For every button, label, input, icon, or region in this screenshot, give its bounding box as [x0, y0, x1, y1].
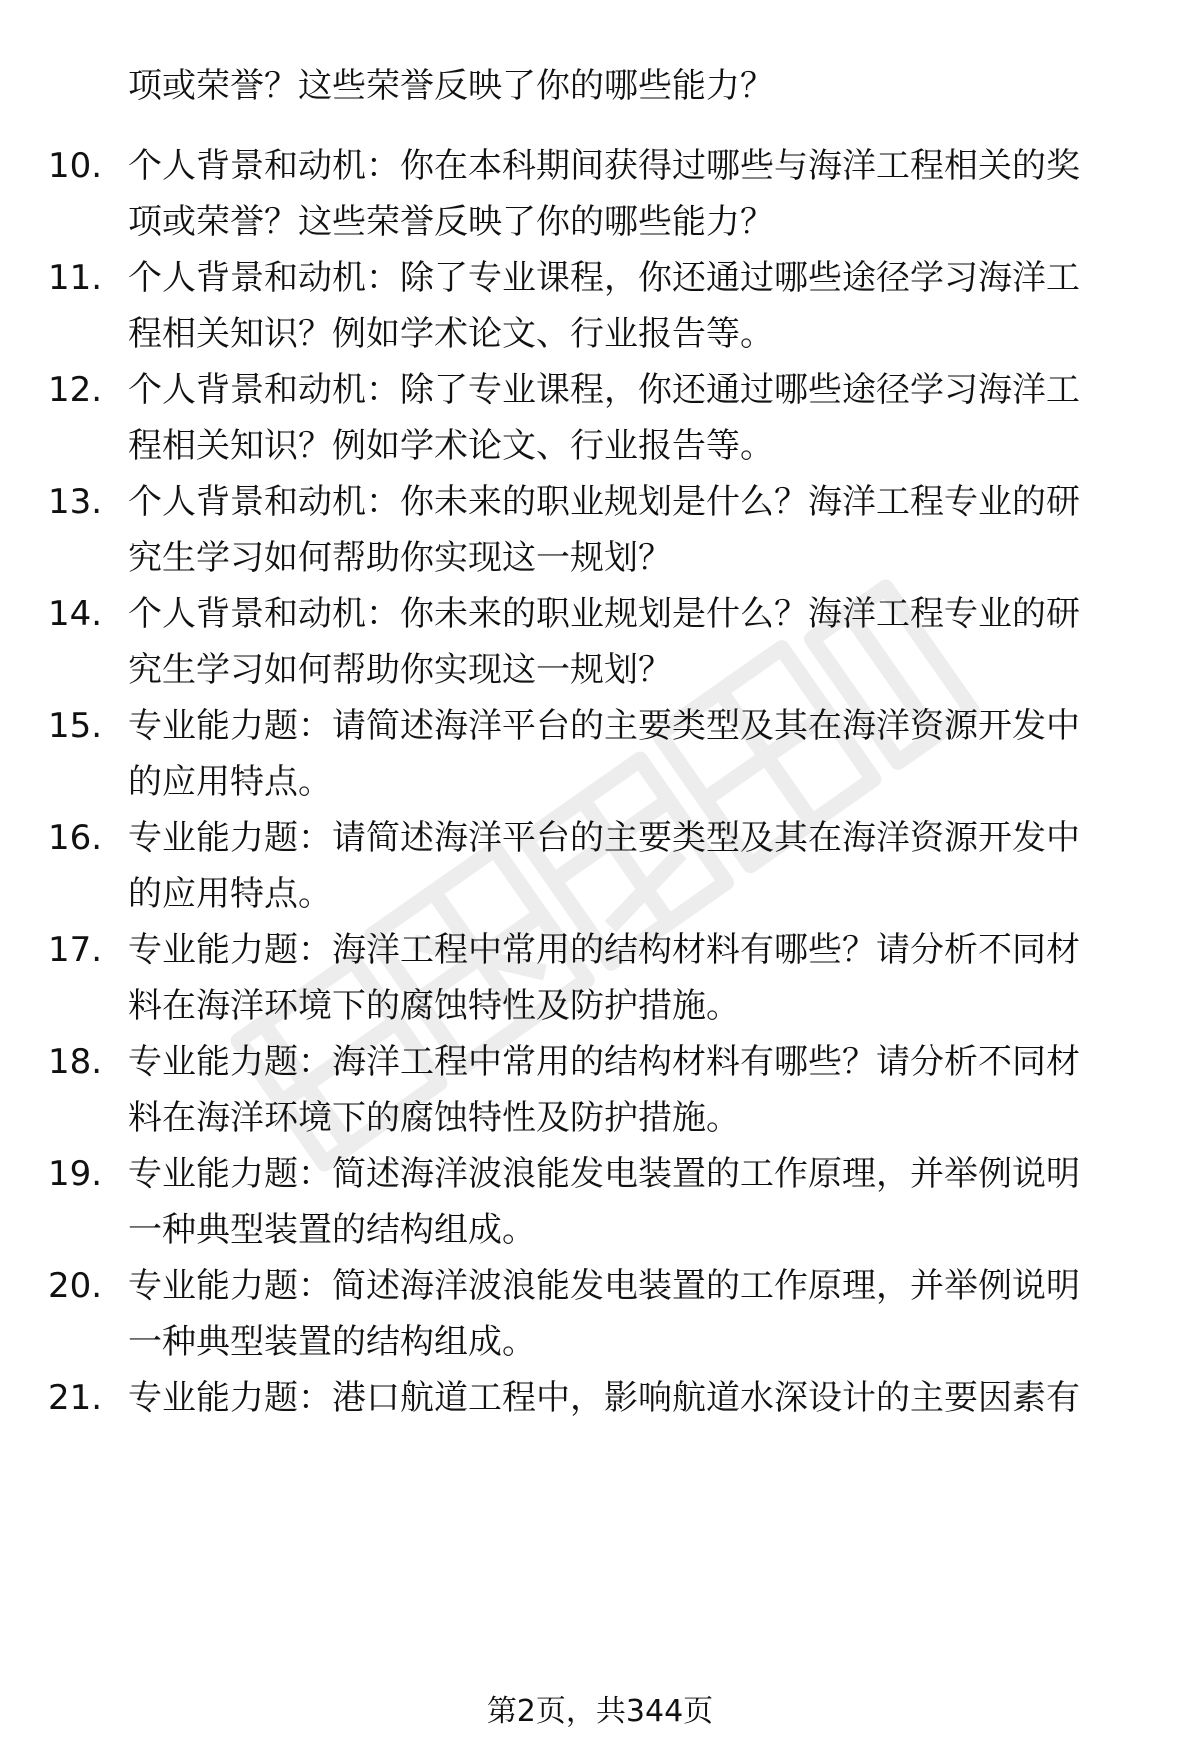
continuation-line: 项或荣誉？这些荣誉反映了你的哪些能力？ [128, 66, 774, 106]
list-item [48, 586, 1158, 698]
item-number: 21. [48, 1378, 103, 1418]
item-number: 15. [48, 706, 103, 746]
list-item [48, 1034, 1158, 1146]
item-text [128, 586, 1148, 698]
item-text [128, 138, 1148, 250]
item-line: 个人背景和动机：你在本科期间获得过哪些与海洋工程相关的奖 [128, 146, 1080, 186]
item-line: 一种典型装置的结构组成。 [128, 1322, 536, 1362]
item-number: 16. [48, 818, 103, 858]
item-number: 18. [48, 1042, 103, 1082]
item-number: 20. [48, 1266, 103, 1306]
item-line: 料在海洋环境下的腐蚀特性及防护措施。 [128, 1098, 740, 1138]
item-line: 个人背景和动机：除了专业课程，你还通过哪些途径学习海洋工 [128, 258, 1080, 298]
item-line: 专业能力题：海洋工程中常用的结构材料有哪些？请分析不同材 [128, 1042, 1080, 1082]
list-item [48, 1370, 1158, 1482]
item-line: 专业能力题：简述海洋波浪能发电装置的工作原理，并举例说明 [128, 1266, 1080, 1306]
item-line: 究生学习如何帮助你实现这一规划？ [128, 650, 672, 690]
page-footer: 第2页，共344页 [486, 1694, 714, 1729]
item-number: 14. [48, 594, 103, 634]
item-line: 专业能力题：请简述海洋平台的主要类型及其在海洋资源开发中 [128, 818, 1080, 858]
item-line: 的应用特点。 [128, 762, 332, 802]
list-item [48, 362, 1158, 474]
list-item [48, 250, 1158, 362]
item-text [128, 810, 1148, 922]
item-text [128, 1370, 1148, 1426]
list-item [48, 1146, 1158, 1258]
item-line: 个人背景和动机：你未来的职业规划是什么？海洋工程专业的研 [128, 482, 1080, 522]
item-line: 究生学习如何帮助你实现这一规划？ [128, 538, 672, 578]
item-line: 程相关知识？例如学术论文、行业报告等。 [128, 426, 774, 466]
item-text [128, 250, 1148, 362]
item-line: 专业能力题：港口航道工程中，影响航道水深设计的主要因素有 [128, 1378, 1080, 1418]
item-number: 13. [48, 482, 103, 522]
list-item [48, 1258, 1158, 1370]
item-number: 10. [48, 146, 103, 186]
item-line: 项或荣誉？这些荣誉反映了你的哪些能力？ [128, 202, 774, 242]
item-number: 11. [48, 258, 103, 298]
item-text [128, 698, 1148, 810]
list-item [48, 474, 1158, 586]
list-item [48, 922, 1158, 1034]
list-item [48, 810, 1158, 922]
item-text [128, 362, 1148, 474]
item-line: 的应用特点。 [128, 874, 332, 914]
item-text [128, 922, 1148, 1034]
list-item [48, 698, 1158, 810]
item-line: 料在海洋环境下的腐蚀特性及防护措施。 [128, 986, 740, 1026]
item-number: 12. [48, 370, 103, 410]
item-number: 19. [48, 1154, 103, 1194]
item-number: 17. [48, 930, 103, 970]
item-text [128, 1146, 1148, 1258]
list-item [48, 138, 1158, 250]
item-line: 一种典型装置的结构组成。 [128, 1210, 536, 1250]
item-text [128, 1258, 1148, 1370]
item-line: 专业能力题：海洋工程中常用的结构材料有哪些？请分析不同材 [128, 930, 1080, 970]
item-line: 专业能力题：简述海洋波浪能发电装置的工作原理，并举例说明 [128, 1154, 1080, 1194]
item-line: 专业能力题：请简述海洋平台的主要类型及其在海洋资源开发中 [128, 706, 1080, 746]
item-line: 个人背景和动机：除了专业课程，你还通过哪些途径学习海洋工 [128, 370, 1080, 410]
item-text [128, 474, 1148, 586]
item-line: 程相关知识？例如学术论文、行业报告等。 [128, 314, 774, 354]
item-text [128, 1034, 1148, 1146]
item-line: 个人背景和动机：你未来的职业规划是什么？海洋工程专业的研 [128, 594, 1080, 634]
